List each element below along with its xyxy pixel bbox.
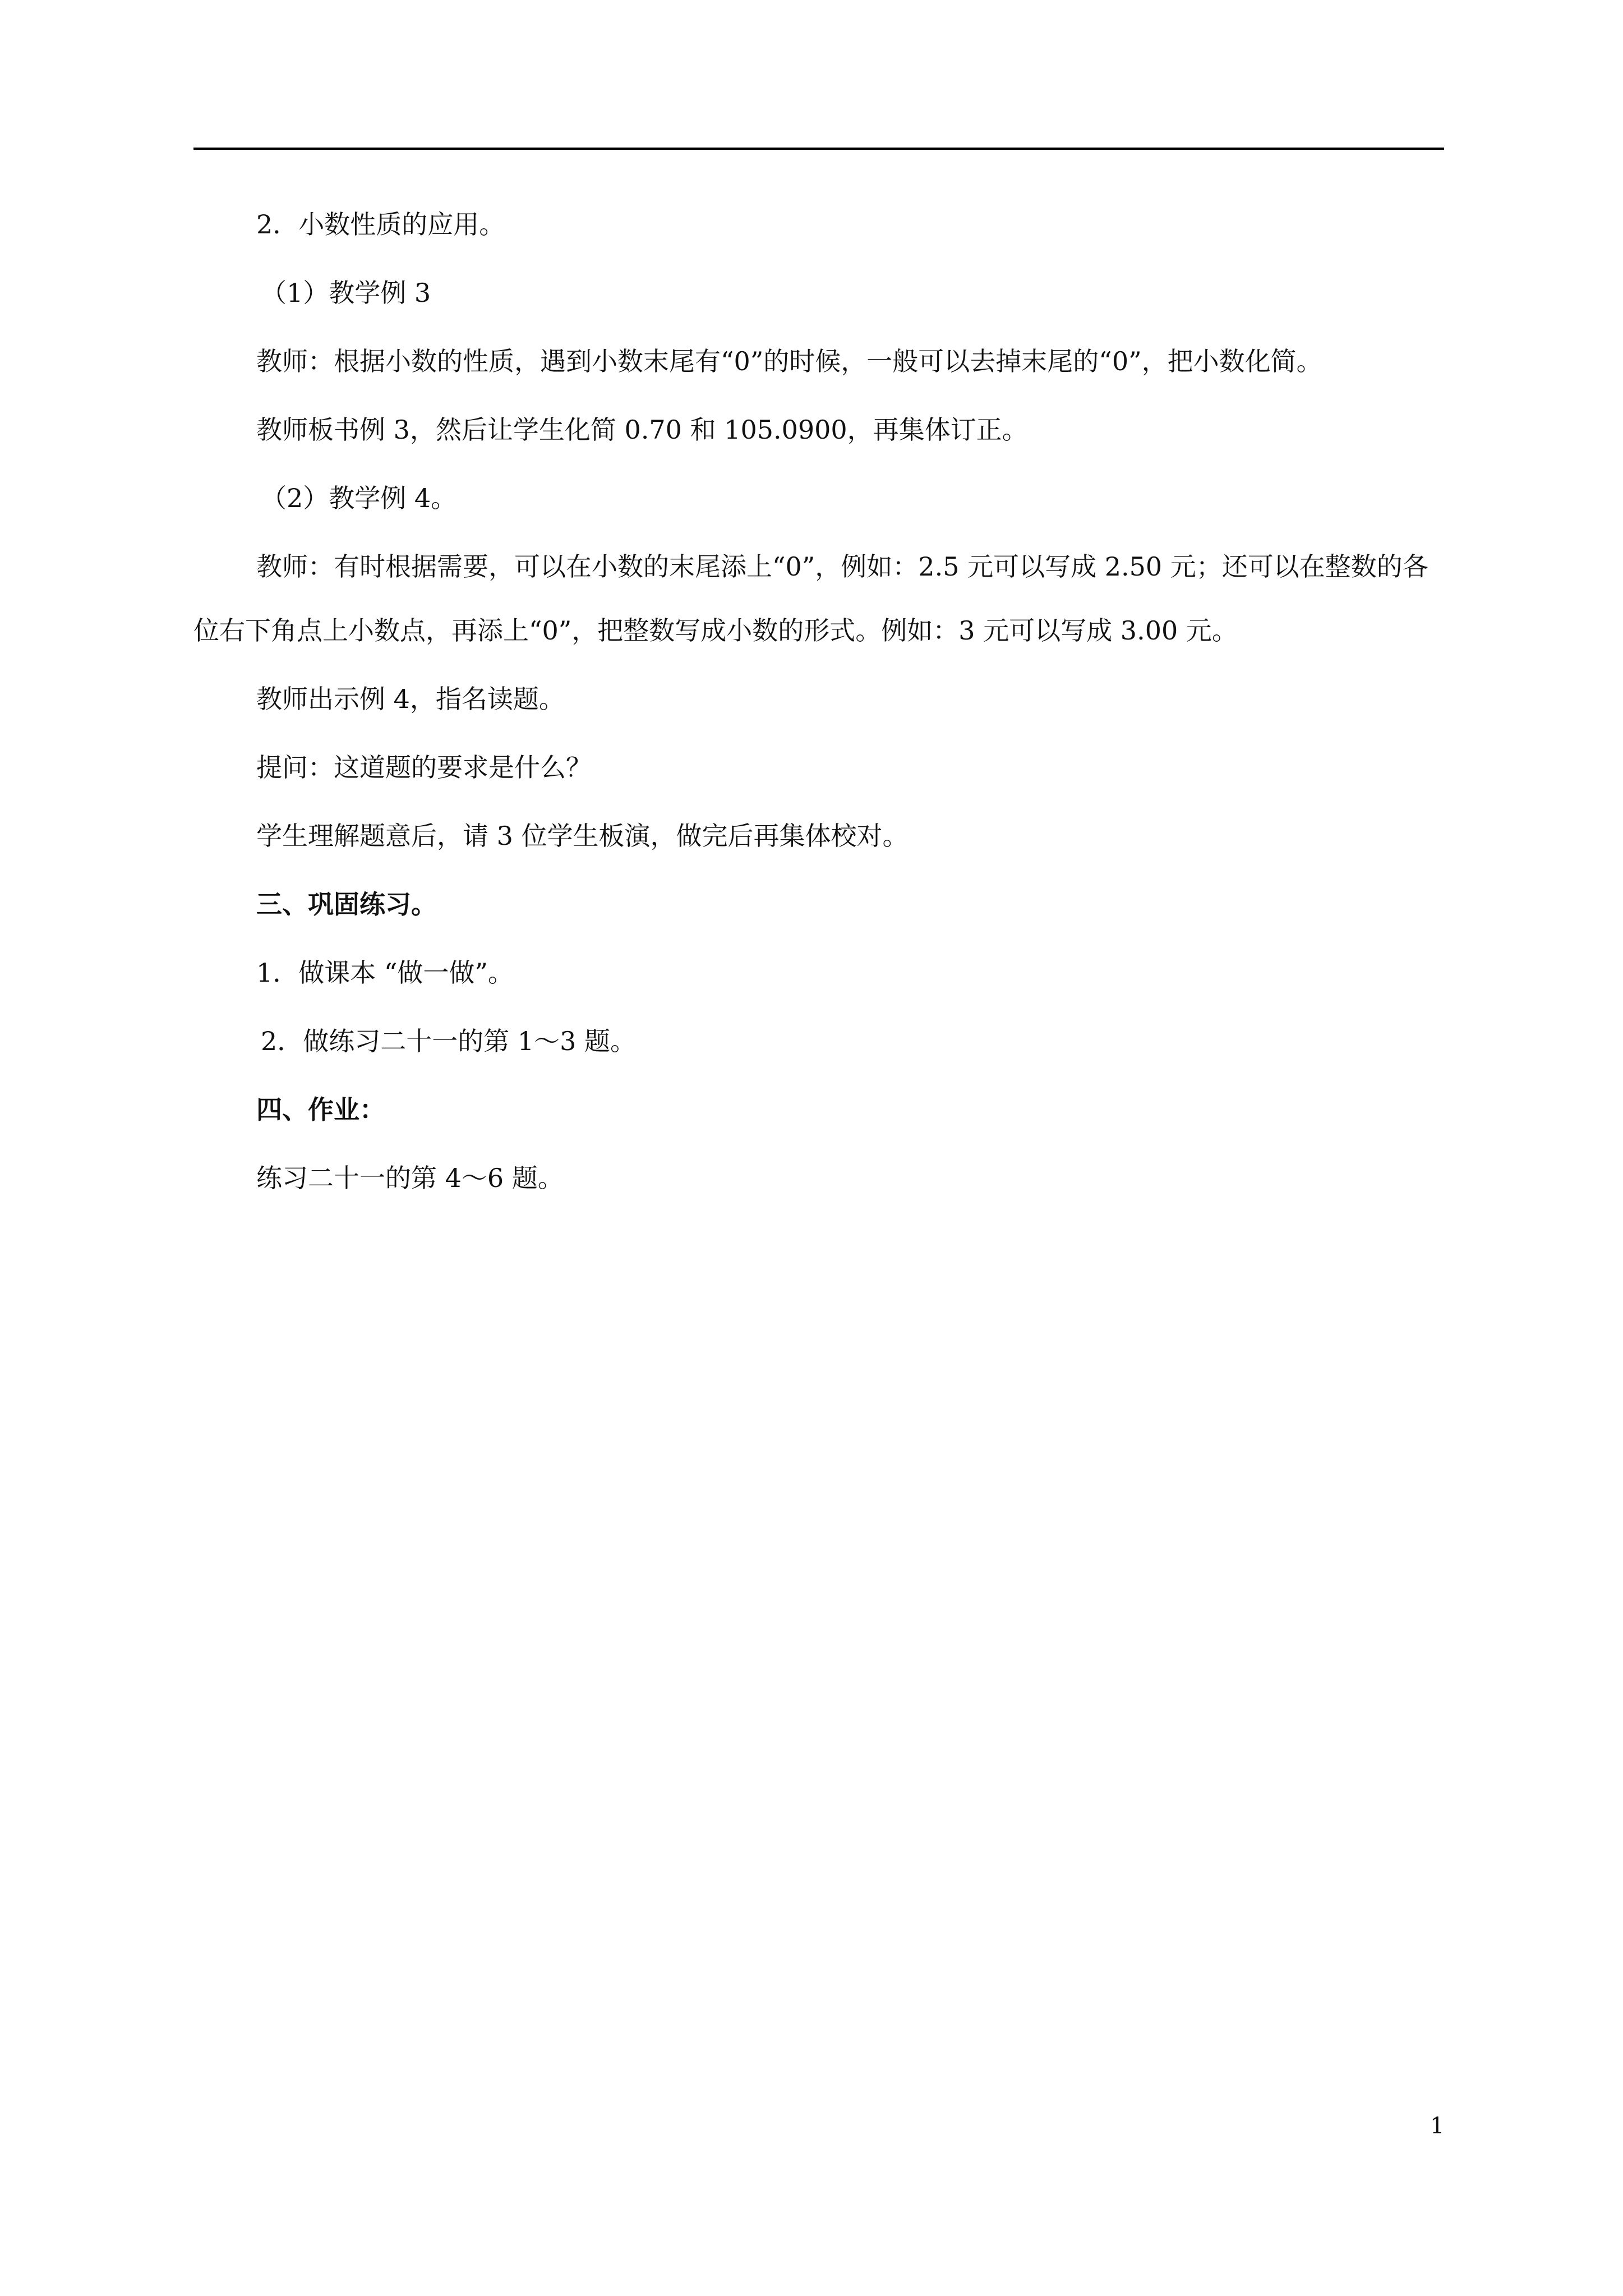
section-heading-practice: 三、巩固练习。 bbox=[256, 889, 437, 919]
section-heading-homework: 四、作业： bbox=[256, 1094, 385, 1125]
section-title-decimal-application: 2．小数性质的应用。 bbox=[256, 209, 505, 240]
question-prompt: 提问：这道题的要求是什么？ bbox=[256, 752, 592, 783]
student-board-practice: 学生理解题意后，请 3 位学生板演，做完后再集体校对。 bbox=[256, 821, 909, 851]
homework-item: 练习二十一的第 4～6 题。 bbox=[256, 1163, 564, 1193]
page-number: 1 bbox=[1430, 2113, 1445, 2139]
example-3-heading: （1）教学例 3 bbox=[261, 278, 431, 308]
teacher-explanation-add-zero: 教师：有时根据需要，可以在小数的末尾添上“0”，例如：2.5 元可以写成 2.50 元；还可以在整数的各位右下角点上小数点，再添上“0”，把整数写成小数的形式。例如：3 元可以写成 3.00 元。 bbox=[193, 551, 1428, 646]
practice-item-2: 2．做练习二十一的第 1～3 题。 bbox=[261, 1026, 637, 1056]
practice-item-1: 1．做课本 “做一做”。 bbox=[256, 958, 514, 988]
document-body bbox=[193, 208, 1444, 1230]
header-rule bbox=[193, 148, 1444, 150]
example-4-heading: （2）教学例 4。 bbox=[261, 483, 457, 513]
teacher-shows-example-4: 教师出示例 4，指名读题。 bbox=[256, 684, 565, 714]
teacher-board-example-3: 教师板书例 3，然后让学生化简 0.70 和 105.0900，再集体订正。 bbox=[256, 415, 1028, 445]
teacher-explanation-simplify: 教师：根据小数的性质，遇到小数末尾有“0”的时候，一般可以去掉末尾的“0”，把小数化简。 bbox=[256, 346, 1322, 376]
